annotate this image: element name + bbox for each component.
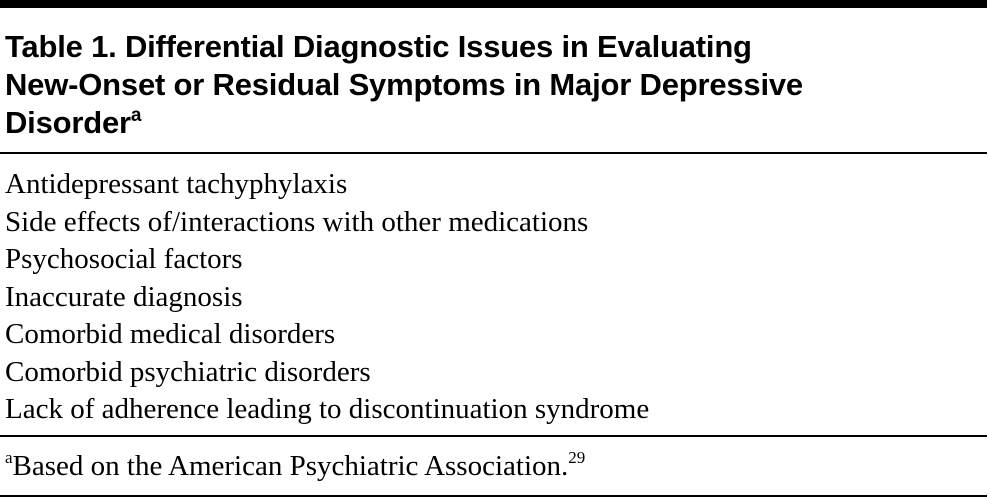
header-rule: [0, 152, 987, 154]
table-footnote: [5, 447, 987, 485]
table-row: Lack of adherence leading to discontinuation syndrome: [5, 393, 650, 425]
footnote-marker: a: [5, 447, 13, 467]
table-row: Comorbid medical disorders: [5, 318, 336, 350]
bottom-rule: [0, 495, 987, 497]
footnote-text: Based on the American Psychiatric Association.: [12, 449, 569, 482]
table-row: Psychosocial factors: [5, 243, 243, 275]
footnote-rule: [0, 435, 987, 437]
footnote-reference: 29: [568, 447, 586, 467]
table-row: Inaccurate diagnosis: [5, 280, 243, 313]
table-title: [5, 28, 987, 142]
title-line-3-text: Disorder: [5, 105, 131, 140]
title-line-3: [5, 104, 987, 142]
title-line-2: New-Onset or Residual Symptoms in Major Depressive: [5, 67, 803, 102]
table-row: Side effects of/interactions with other medications: [5, 205, 589, 238]
title-footnote-marker: a: [130, 105, 142, 126]
table-body: [5, 166, 987, 429]
table-row: Antidepressant tachyphylaxis: [5, 168, 348, 200]
table-row: Comorbid psychiatric disorders: [5, 355, 371, 388]
top-rule: [0, 0, 987, 8]
title-line-1: Table 1. Differential Diagnostic Issues in Evaluating: [5, 29, 752, 64]
